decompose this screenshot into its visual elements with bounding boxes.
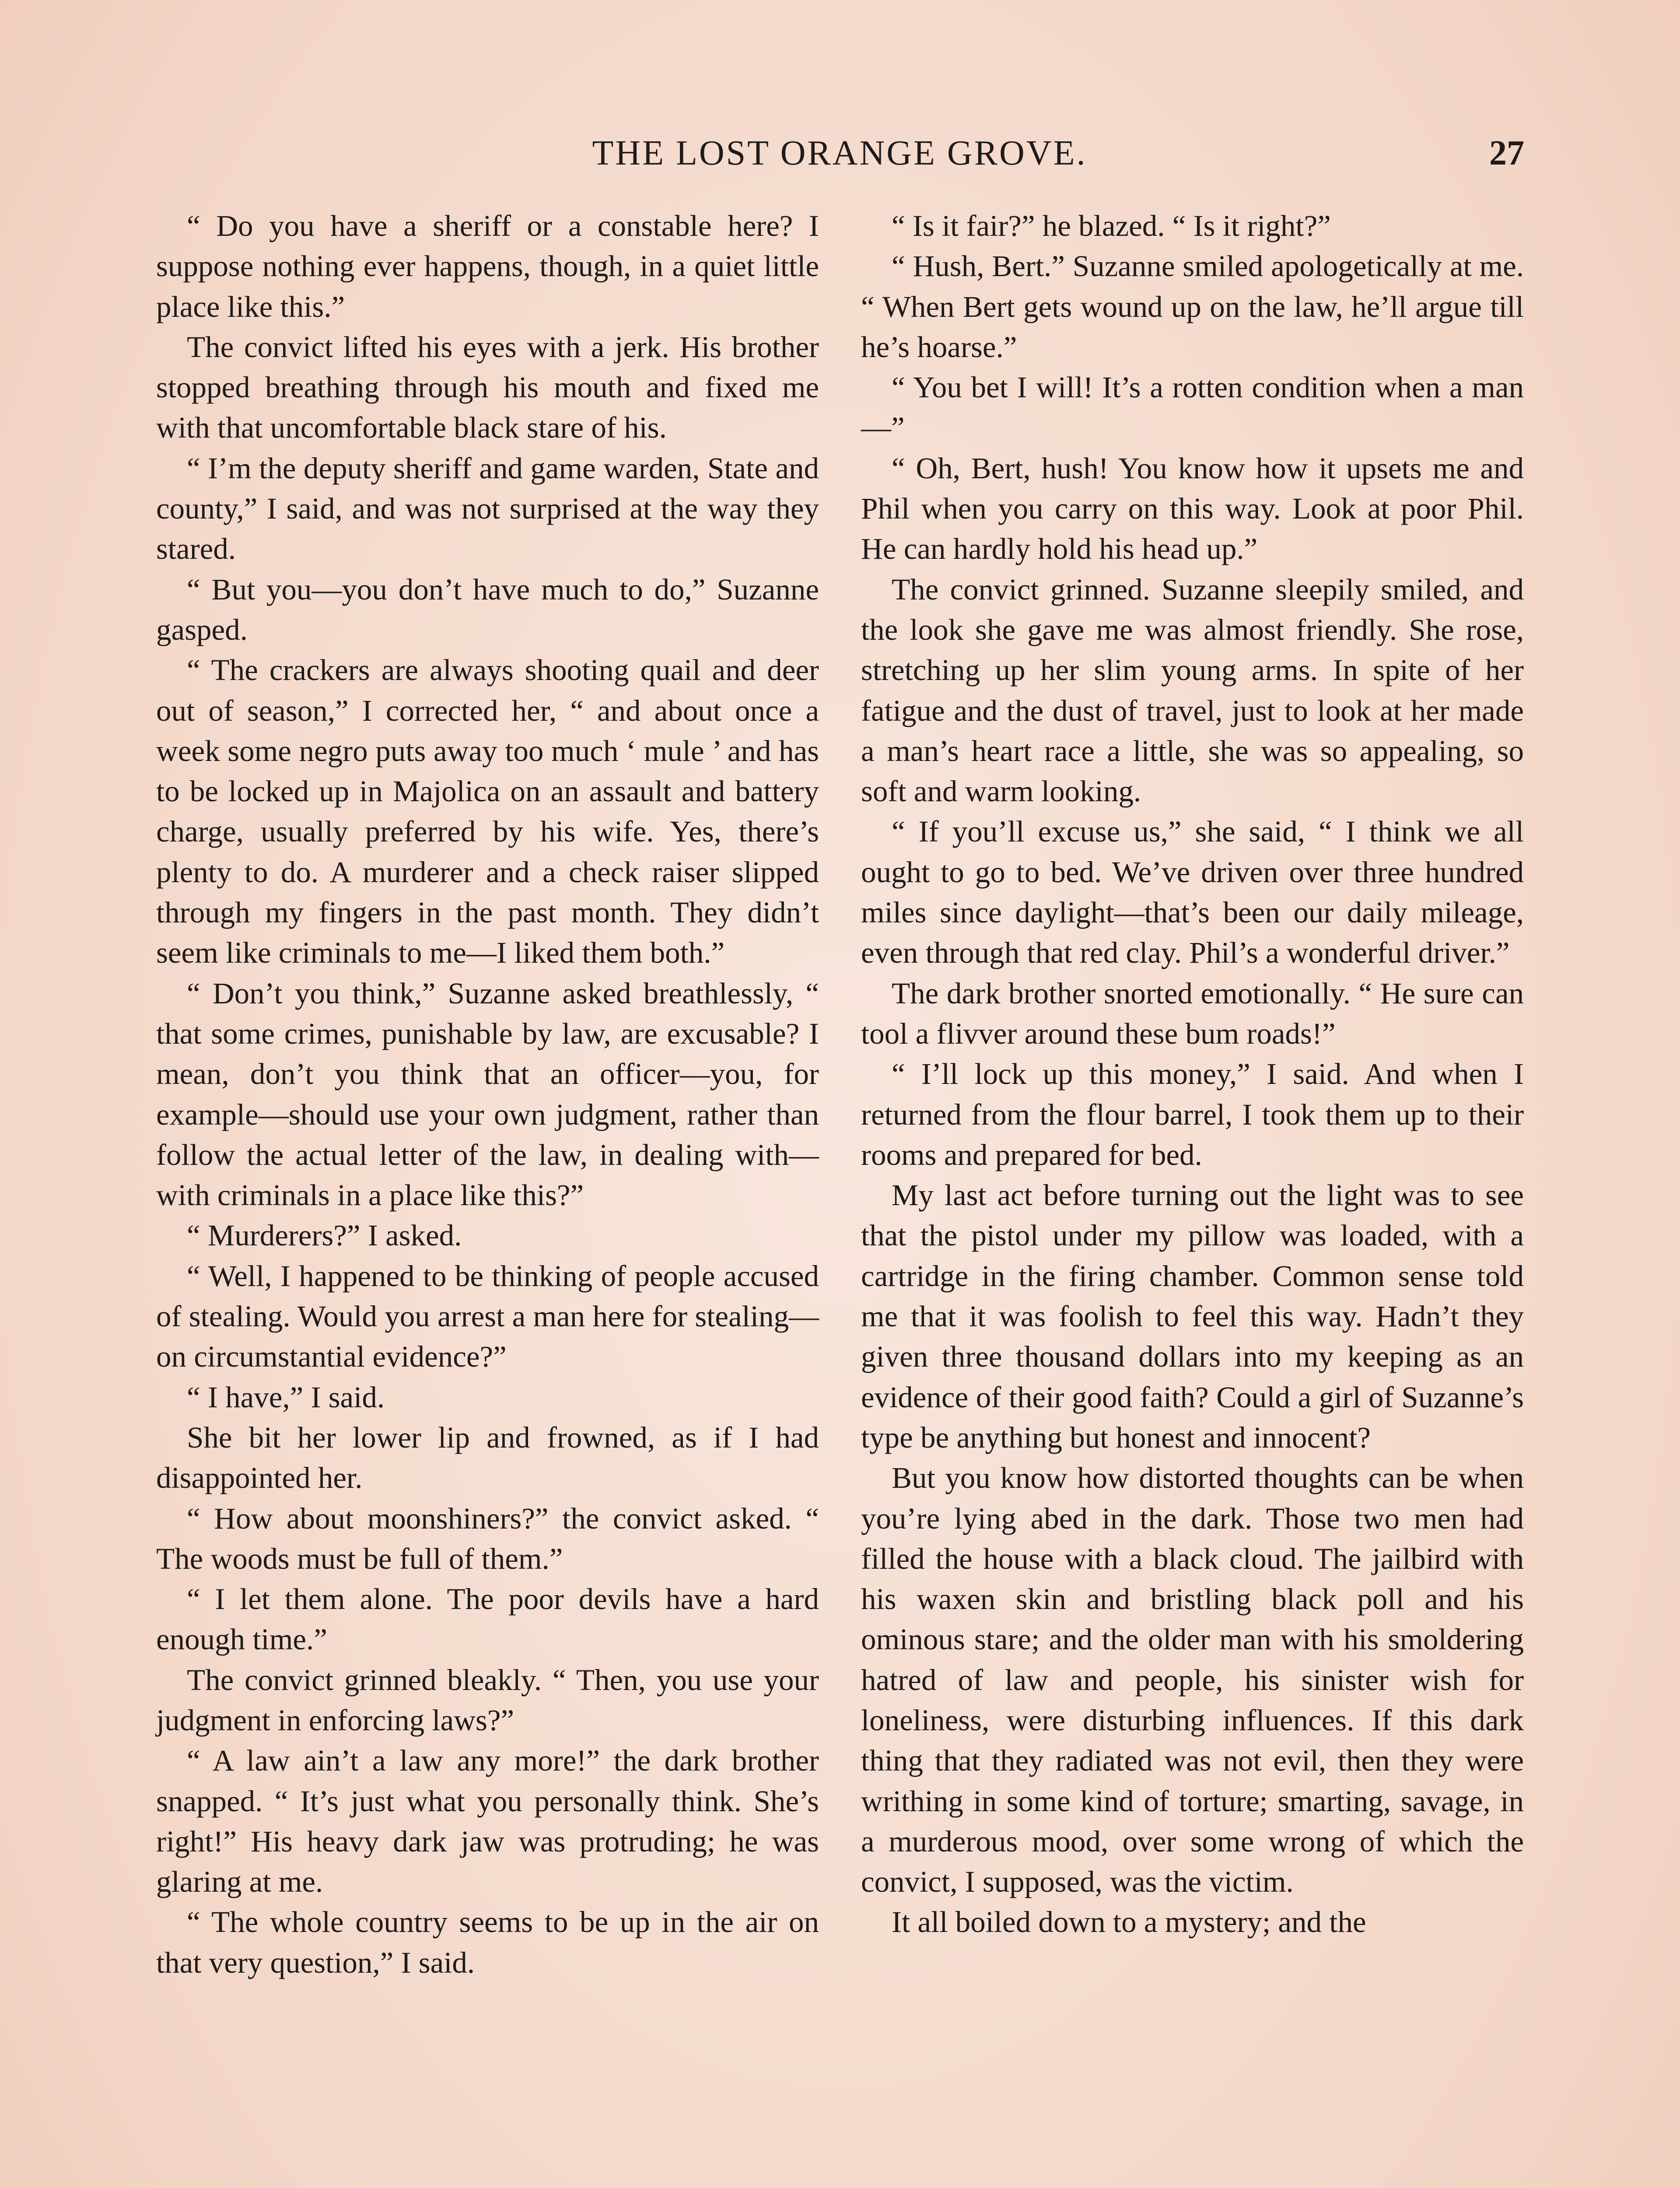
paragraph: “ But you—you don’t have much to do,” Suzanne gasped. [156,572,819,646]
paragraph: “ Well, I happened to be thinking of people accused of stealing. Would you arrest a man here for stealing—on circumstantial evidence?” [156,1259,819,1374]
running-title: THE LOST ORANGE GROVE. [592,134,1087,172]
paragraph: My last act before turning out the light was to see that the pistol under my pillow was loaded, with a cartridge in the firing chamber. Common sense told me that it was foolish to feel this way. Hadn’t they given three thousand dollars into my keeping as an evidence of their good faith? Could a girl of Suzanne’s type be anything but honest and innocent? [861,1178,1524,1454]
paragraph: The convict grinned bleakly. “ Then, you use your judgment in enforcing laws?” [156,1663,819,1737]
paragraph: But you know how distorted thoughts can be when you’re lying abed in the dark. Those two men had filled the house with a black cloud. The jailbird with his waxen skin and bristling black poll and his ominous stare; and the older man with his smoldering hatred of law and people, his sinister wish for loneliness, were disturbing influences. If this dark thing that they radiated was not evil, then they were writhing in some kind of torture; smarting, savage, in a murderous mood, over some wrong of which the convict, I supposed, was the victim. [861,1461,1524,1899]
paragraph: “ Don’t you think,” Suzanne asked breathlessly, “ that some crimes, punishable by law, are excusable? I mean, don’t you think that an officer—you, for example—should use your own judgment, rather than follow the actual letter of the law, in dealing with—with criminals in a place like this?” [156,976,819,1212]
paragraph: “ I let them alone. The poor devils have a hard enough time.” [156,1582,819,1656]
paragraph: “ A law ain’t a law any more!” the dark brother snapped. “ It’s just what you personally think. She’s right!” His heavy dark jaw was protruding; he was glaring at me. [156,1744,819,1899]
left-column [156,206,819,1983]
paragraph: It all boiled down to a mystery; and the [892,1905,1366,1939]
paragraph: The convict grinned. Suzanne sleepily smiled, and the look she gave me was almost friendly. She rose, stretching up her slim young arms. In spite of her fatigue and the dust of travel, just to look at her made a man’s heart race a little, she was so appealing, so soft and warm looking. [861,572,1524,808]
right-column [861,206,1524,1943]
paragraph: “ I have,” I said. [187,1380,385,1414]
paragraph: “ The whole country seems to be up in the air on that very question,” I said. [156,1905,819,1979]
paragraph: “ If you’ll excuse us,” she said, “ I think we all ought to go to bed. We’ve driven over three hundred miles since daylight—that’s been our daily mileage, even through that red clay. Phil’s a wonderful driver.” [861,815,1524,970]
paragraph: “ Murderers?” I asked. [187,1219,462,1252]
paragraph: “ Hush, Bert.” Suzanne smiled apologetically at me. “ When Bert gets wound up on the law, he’ll argue till he’s hoarse.” [861,249,1524,364]
paragraph: The dark brother snorted emotionally. “ He sure can tool a flivver around these bum roads!” [861,976,1524,1050]
paragraph: “ Is it fair?” he blazed. “ Is it right?” [892,209,1331,242]
paragraph: “ I’ll lock up this money,” I said. And when I returned from the flour barrel, I took them up to their rooms and prepared for bed. [861,1057,1524,1171]
paragraph: “ The crackers are always shooting quail and deer out of season,” I corrected her, “ and about once a week some negro puts away too much ‘ mule ’ and has to be locked up in Majolica on an assault and battery charge, usually preferred by his wife. Yes, there’s plenty to do. A murderer and a check raiser slipped through my fingers in the past month. They didn’t seem like criminals to me—I liked them both.” [156,653,819,970]
page-number: 27 [1489,134,1524,172]
running-head [155,127,1524,179]
paragraph: “ Oh, Bert, hush! You know how it upsets me and Phil when you carry on this way. Look at poor Phil. He can hardly hold his head up.” [861,451,1524,566]
paragraph: “ How about moonshiners?” the convict asked. “ The woods must be full of them.” [156,1501,819,1575]
paragraph: “ Do you have a sheriff or a constable here? I suppose nothing ever happens, though, in a quiet little place like this.” [156,209,819,323]
paragraph: “ You bet I will! It’s a rotten condition when a man—” [861,371,1524,445]
paragraph: “ I’m the deputy sheriff and game warden, State and county,” I said, and was not surprised at the way they stared. [156,451,819,566]
paragraph: The convict lifted his eyes with a jerk. His brother stopped breathing through his mouth and fixed me with that uncomfortable black stare of his. [156,330,819,445]
paragraph: She bit her lower lip and frowned, as if I had disappointed her. [156,1420,819,1495]
